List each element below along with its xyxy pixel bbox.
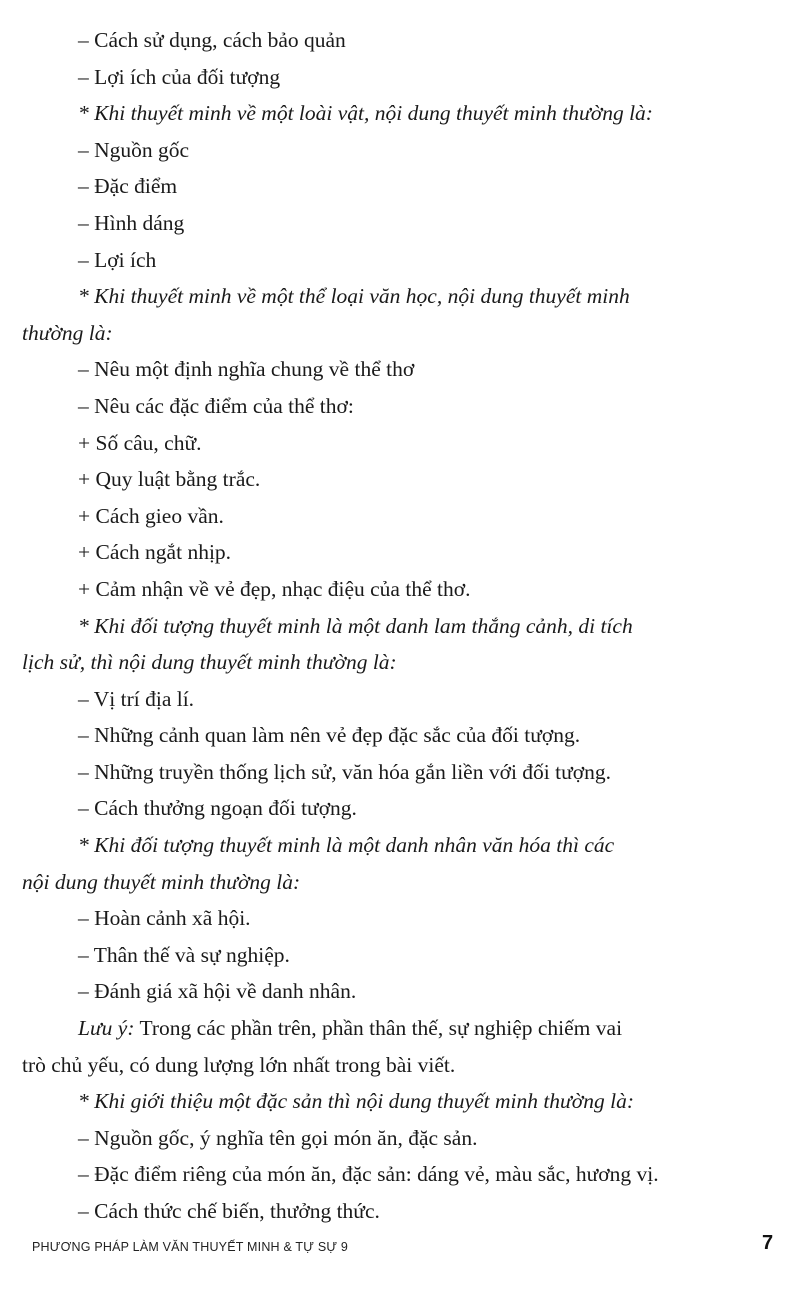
sub-list-item: + Quy luật bằng trắc. bbox=[78, 467, 261, 492]
list-item: – Đặc điểm riêng của món ăn, đặc sản: dáng vẻ, màu sắc, hương vị. bbox=[78, 1162, 659, 1187]
section-heading-continuation: thường là: bbox=[22, 320, 113, 345]
sub-list-item: + Số câu, chữ. bbox=[78, 430, 202, 455]
note-continuation: trò chủ yếu, có dung lượng lớn nhất trong bài viết. bbox=[22, 1052, 456, 1077]
list-item: – Cách thưởng ngoạn đối tượng. bbox=[78, 796, 357, 821]
section-heading: * Khi giới thiệu một đặc sản thì nội dung thuyết minh thường là: bbox=[78, 1089, 635, 1114]
list-item: – Nêu các đặc điểm của thể thơ: bbox=[78, 393, 354, 418]
sub-list-item: + Cách gieo vần. bbox=[78, 503, 224, 528]
list-item: – Nguồn gốc bbox=[78, 137, 190, 162]
list-item: – Hình dáng bbox=[78, 210, 185, 235]
list-item: – Hoàn cảnh xã hội. bbox=[78, 906, 251, 931]
list-item: – Đánh giá xã hội về danh nhân. bbox=[78, 979, 357, 1004]
list-item: – Những truyền thống lịch sử, văn hóa gắn liền với đối tượng. bbox=[78, 759, 612, 784]
list-item: – Lợi ích bbox=[78, 247, 157, 272]
sub-list-item: + Cách ngắt nhịp. bbox=[78, 540, 232, 565]
note-text: Trong các phần trên, phần thân thế, sự nghiệp chiếm vai bbox=[134, 1016, 623, 1041]
section-heading: * Khi đối tượng thuyết minh là một danh lam thắng cảnh, di tích bbox=[78, 613, 633, 638]
note-paragraph bbox=[0, 1010, 800, 1047]
list-item: – Lợi ích của đối tượng bbox=[78, 64, 281, 89]
list-item: – Cách sử dụng, cách bảo quản bbox=[78, 28, 346, 52]
page-number: 7 bbox=[762, 1232, 774, 1254]
section-heading: * Khi thuyết minh về một thể loại văn học, nội dung thuyết minh bbox=[78, 284, 630, 309]
list-item: – Thân thế và sự nghiệp. bbox=[78, 942, 290, 967]
list-item: – Nguồn gốc, ý nghĩa tên gọi món ăn, đặc sản. bbox=[78, 1125, 478, 1150]
section-heading-continuation: lịch sử, thì nội dung thuyết minh thường là: bbox=[22, 650, 397, 675]
list-item: – Vị trí địa lí. bbox=[78, 686, 195, 711]
list-item: – Nêu một định nghĩa chung về thể thơ bbox=[78, 357, 415, 382]
list-item: – Cách thức chế biến, thưởng thức. bbox=[78, 1199, 380, 1223]
list-item: – Đặc điểm bbox=[78, 174, 178, 199]
note-label: Lưu ý: bbox=[78, 1016, 135, 1041]
list-item: – Những cảnh quan làm nên vẻ đẹp đặc sắc của đối tượng. bbox=[78, 723, 581, 748]
section-heading-continuation: nội dung thuyết minh thường là: bbox=[22, 869, 301, 894]
section-heading: * Khi đối tượng thuyết minh là một danh nhân văn hóa thì các bbox=[78, 833, 615, 858]
page-body bbox=[0, 22, 800, 1230]
running-footer-title: PHƯƠNG PHÁP LÀM VĂN THUYẾT MINH & TỰ SỰ 9 bbox=[32, 1240, 349, 1254]
sub-list-item: + Cảm nhận về vẻ đẹp, nhạc điệu của thể thơ. bbox=[78, 576, 471, 601]
section-heading: * Khi thuyết minh về một loài vật, nội dung thuyết minh thường là: bbox=[78, 101, 653, 126]
